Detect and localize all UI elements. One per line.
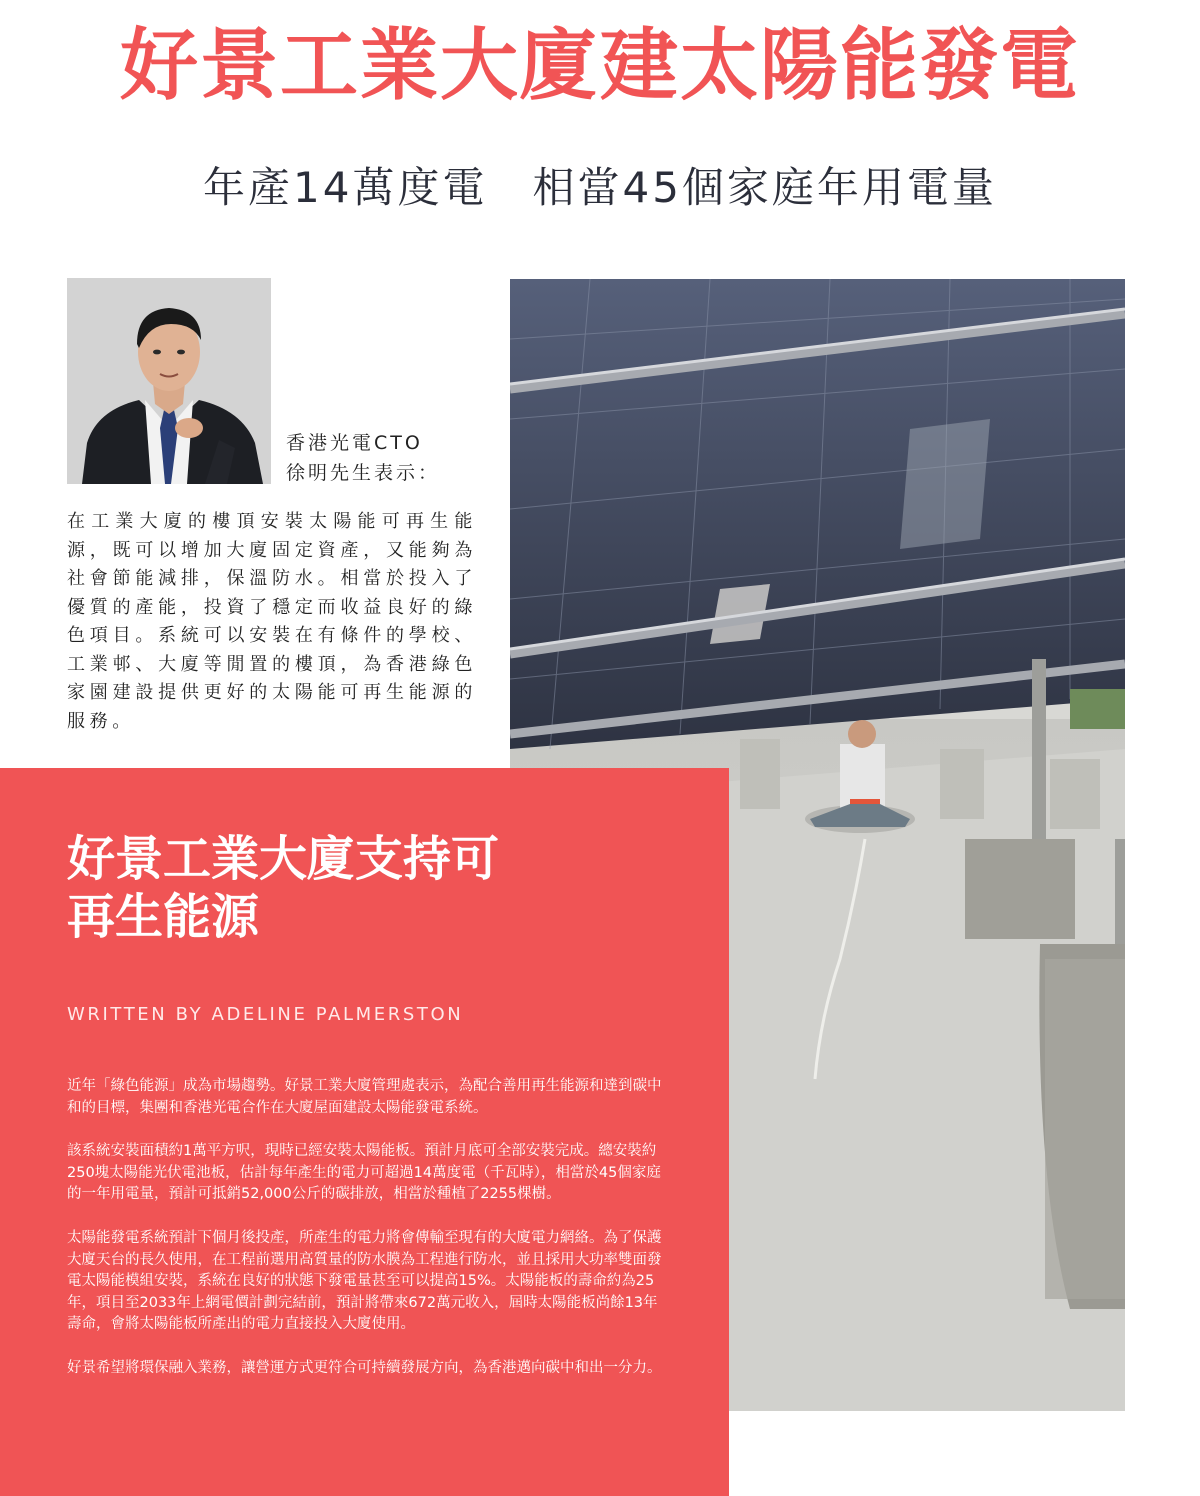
attribution-name: 徐明先生表示： bbox=[286, 462, 441, 484]
attribution-title: 香港光電CTO bbox=[286, 432, 423, 454]
quote-body: 在工業大廈的樓頂安裝太陽能可再生能源，既可以增加大廈固定資產，又能夠為社會節能減排，保溫防水。相當於投入了優質的產能，投資了穩定而收益良好的綠色項目。系統可以安裝在有條件的學校、工業邨、大廈等閒置的樓頂，為香港綠色家園建設提供更好的太陽能可再生能源的服務。 bbox=[67, 511, 477, 732]
headline: 好景工業大廈建太陽能發電 bbox=[119, 21, 1080, 111]
feature-title-line1: 好景工業大廈支持可 bbox=[67, 831, 500, 887]
byline: WRITTEN BY ADELINE PALMERSTON bbox=[67, 1004, 464, 1025]
portrait-photo bbox=[67, 278, 271, 484]
article-body bbox=[67, 1076, 667, 1402]
article-paragraph: 近年「綠色能源」成為市場趨勢。好景工業大廈管理處表示，為配合善用再生能源和達到碳中和的目標，集團和香港光電合作在大廈屋面建設太陽能發電系統。 bbox=[67, 1078, 662, 1116]
feature-title bbox=[67, 830, 667, 946]
feature-title-line2: 再生能源 bbox=[67, 889, 260, 945]
portrait-illustration bbox=[67, 278, 271, 484]
article-paragraph: 好景希望將環保融入業務，讓營運方式更符合可持續發展方向，為香港邁向碳中和出一分力。 bbox=[67, 1359, 662, 1376]
article-paragraph: 太陽能發電系統預計下個月後投產，所產生的電力將會傳輸至現有的大廈電力網絡。為了保護大廈天台的長久使用，在工程前選用高質量的防水膜為工程進行防水，並且採用大功率雙面發電太陽能模組安裝，系統在良好的狀態下發電量甚至可以提高15%。太陽能板的壽命約為25年，項目至2033年上網電價計劃完結前，預計將帶來672萬元收入，屆時太陽能板尚餘13年壽命，會將太陽能板所產出的電力直接投入大廈使用。 bbox=[67, 1229, 662, 1333]
article-paragraph: 該系統安裝面積約1萬平方呎，現時已經安裝太陽能板。預計月底可全部安裝完成。總安裝約250塊太陽能光伏電池板，估計每年產生的電力可超過14萬度電（千瓦時），相當於45個家庭的一年用電量，預計可抵銷52,000公斤的碳排放，相當於種植了2255棵樹。 bbox=[67, 1143, 661, 1203]
quote-attribution bbox=[286, 428, 440, 488]
subheadline: 年產14萬度電 相當45個家庭年用電量 bbox=[203, 163, 997, 212]
